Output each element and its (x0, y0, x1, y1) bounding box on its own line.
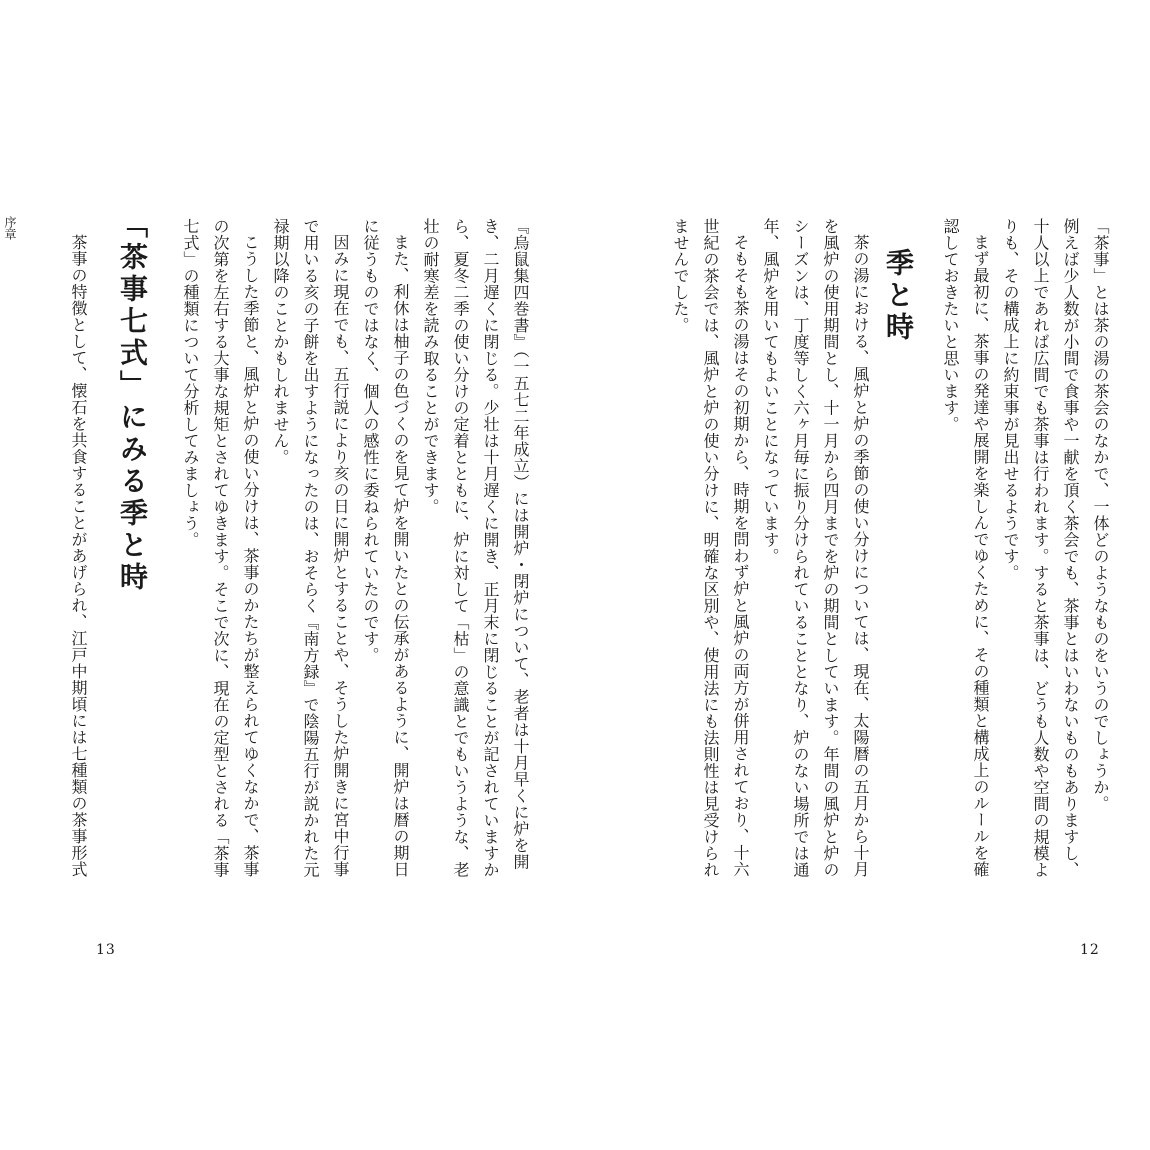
left-page-paragraph-line: また、利休は柚子の色づくのを見て炉を開いたとの伝承があるように、開炉は暦の期日 (391, 234, 410, 878)
left-page-paragraph-line: 壮の耐寒差を読み取ることができます。 (421, 218, 440, 515)
left-page-paragraph-line: 禄期以降のことかもしれません。 (271, 218, 290, 466)
right-page-section-line: 世紀の茶会では、風炉と炉の使い分けに、明確な区別や、使用法にも法則性は見受けられ (701, 218, 720, 878)
right-page-section-line: ませんでした。 (671, 218, 690, 334)
left-page-paragraph-line: 因みに現在でも、五行説により亥の日に開炉とすることや、そうした炉開きに宮中行事 (331, 234, 350, 878)
page-number-right: 12 (1080, 942, 1100, 958)
left-page-paragraph-line: に従うものではなく、個人の感性に委ねられていたのです。 (361, 218, 380, 664)
right-page-paragraph-line: りも、その構成上に約束事が見出せるようです。 (1001, 218, 1020, 581)
left-page-paragraph-line: 七式」の種類について分析してみましょう。 (181, 218, 200, 548)
right-page-paragraph-line: 「茶事」とは茶の湯の茶会のなかで、一体どのようなものをいうのでしょうか。 (1091, 218, 1110, 812)
left-page-paragraph-line: で用いる亥の子餅を出すようになったのは、おそらく『南方録』で陰陽五行が説かれた元 (301, 218, 320, 878)
left-page-section-line: 茶事の特徴として、懐石を共食することがあげられ、江戸中期頃には七種類の茶事形式 (69, 234, 88, 878)
right-page-section-line: 茶の湯における、風炉と炉の季節の使い分けについては、現在、太陽暦の五月から十月 (851, 234, 870, 878)
section-heading: 季と時 (882, 248, 915, 344)
right-page-paragraph-line: 例えば少人数が小間で食事や一献を頂く茶会でも、茶事とはいわないものもありますし、 (1061, 218, 1080, 878)
right-page-paragraph-line: 十人以上であれば広間でも茶事は行われます。すると茶事は、どうも人数や空間の規模よ (1031, 218, 1050, 878)
right-page-section-line: を風炉の使用期間とし、十一月から四月までを炉の期間としています。年間の風炉と炉の (821, 218, 840, 878)
right-page-paragraph-line: まず最初に、茶事の発達や展開を楽しんでゆくために、その種類と構成上のルールを確 (971, 234, 990, 878)
left-page-paragraph-line: こうした季節と、風炉と炉の使い分けは、茶事のかたちが整えられてゆくなかで、茶事 (241, 234, 260, 878)
right-page-paragraph-line: 認しておきたいと思います。 (941, 218, 960, 433)
right-page-section-line: シーズンは、丁度等しく六ヶ月毎に振り分けられていることとなり、炉のない場所では通 (791, 218, 810, 878)
section-heading: 「茶事七式」にみる季と時 (116, 210, 149, 594)
page-number-left: 13 (96, 942, 116, 958)
right-page-section-line: 年、風炉を用いてもよいことになっています。 (761, 218, 780, 565)
left-page-paragraph-line: き、二月遅くに閉じる。少壮は十月遅くに開き、正月末に閉じることが記されていますか (481, 218, 500, 878)
left-page-paragraph-line: の次第を左右する大事な規矩とされてゆきます。そこで次に、現在の定型とされる「茶事 (211, 218, 230, 878)
left-page-paragraph-line: ら、夏冬二季の使い分けの定着とともに、炉に対して「枯」の意識とでもいうような、老 (451, 218, 470, 878)
running-head: 序章 (3, 216, 17, 240)
left-page-paragraph-line: 『烏鼠集四巻書』（一五七二年成立）には開炉・閉炉について、老者は十月早くに炉を開 (511, 218, 530, 870)
right-page-section-line: そもそも茶の湯はその初期から、時期を問わず炉と風炉の両方が併用されており、十六 (731, 234, 750, 878)
